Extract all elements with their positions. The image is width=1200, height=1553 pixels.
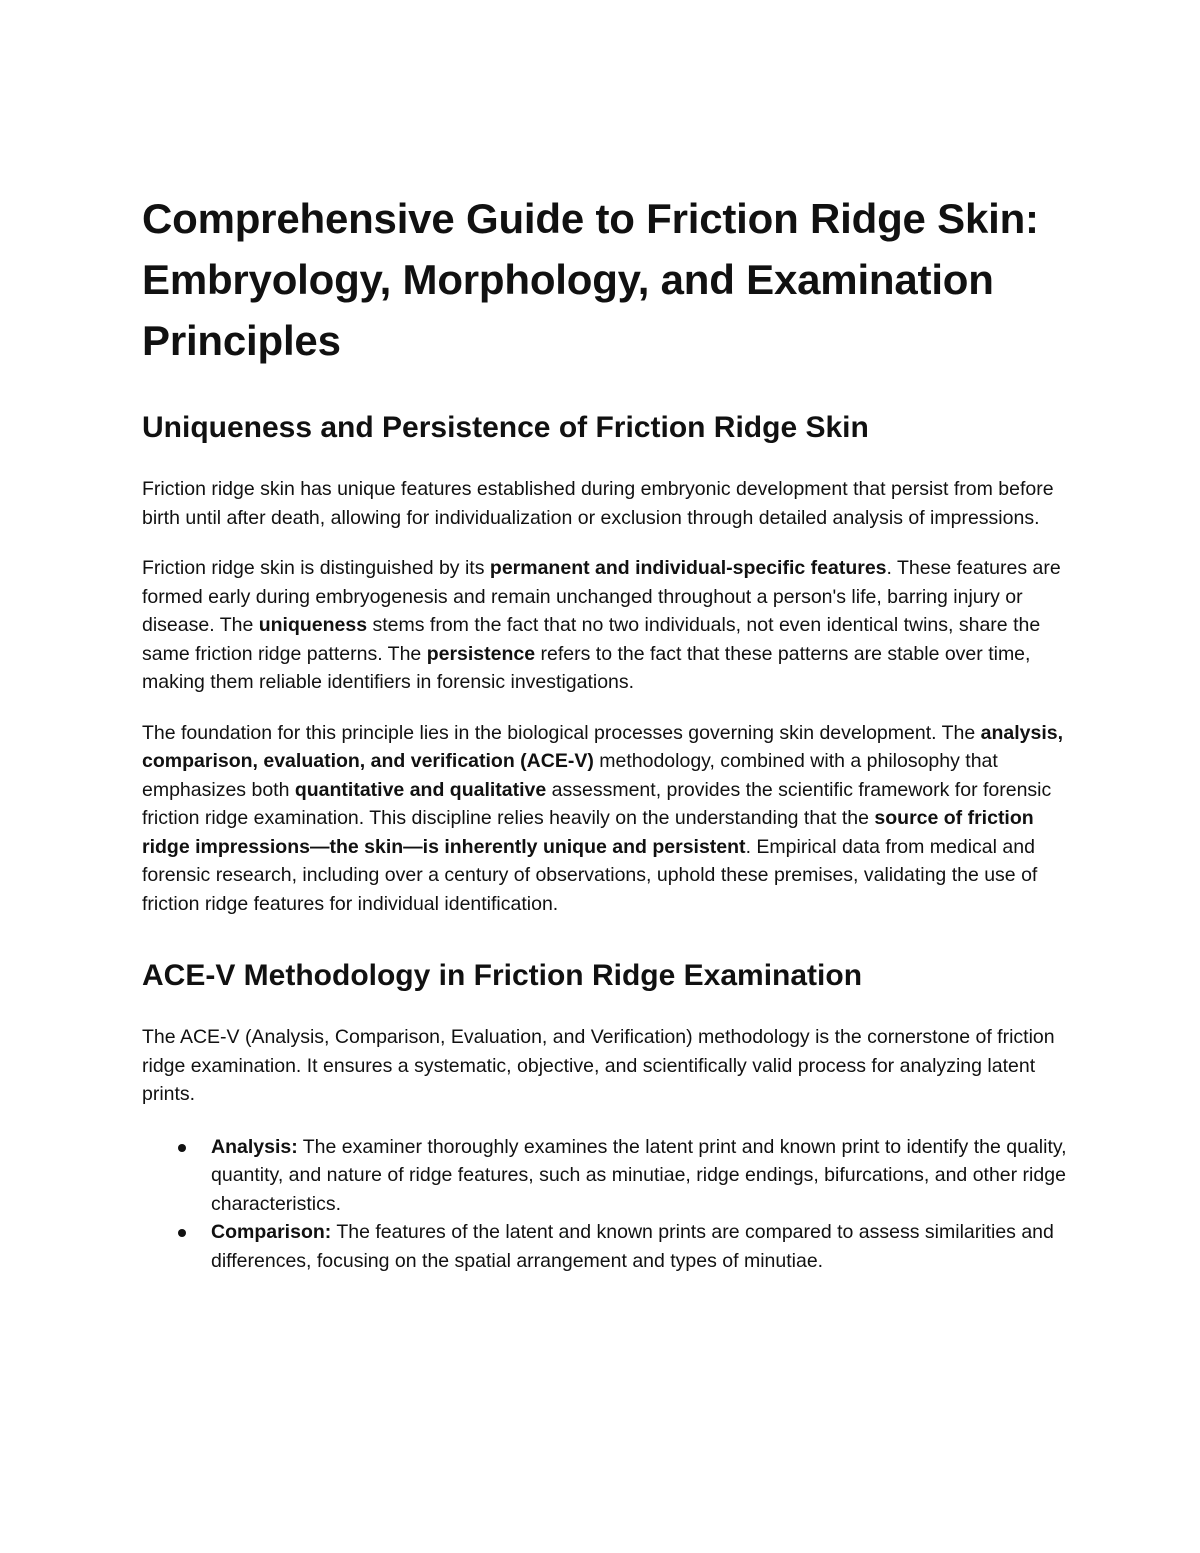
list-item-text: The features of the latent and known prints are compared to assess similarities and differences, focusing on the spatial arrangement and types of minutiae. bbox=[211, 1221, 1054, 1272]
list-item-comparison bbox=[142, 1218, 1072, 1275]
paragraph-uniqueness-detail bbox=[142, 554, 1072, 697]
bullet-icon bbox=[178, 1144, 186, 1152]
list-item-analysis bbox=[142, 1133, 1072, 1219]
list-item-text: The examiner thoroughly examines the latent print and known print to identify the quality, quantity, and nature of ridge features, such as minutiae, ridge endings, bifurcations, and other ridge characteristics. bbox=[211, 1135, 1067, 1215]
document-title: Comprehensive Guide to Friction Ridge Skin: Embryology, Morphology, and Examination Principles bbox=[142, 195, 1039, 364]
paragraph-foundation bbox=[142, 719, 1072, 919]
text-run: . These features are formed early during embryogenesis and remain unchanged throughout a person's life, barring injury or disease. The bbox=[142, 557, 1061, 636]
list-item-label: Comparison: bbox=[211, 1221, 332, 1243]
bold-run: source of friction ridge impressions—the skin—is inherently unique and persistent bbox=[142, 807, 1034, 858]
bullet-icon bbox=[178, 1229, 186, 1237]
bold-run: permanent and individual-specific features bbox=[489, 557, 887, 579]
text-run: The foundation for this principle lies in the biological processes governing skin development. The bbox=[142, 721, 981, 744]
text-run: Friction ridge skin is distinguished by its bbox=[142, 557, 490, 579]
text-run: refers to the fact that these patterns are stable over time, making them reliable identifiers in forensic investigations. bbox=[142, 642, 1031, 693]
paragraph-uniqueness-intro: Friction ridge skin has unique features established during embryonic development that persist from before birth until after death, allowing for individualization or exclusion through detailed analysis of impressions. bbox=[142, 478, 1054, 529]
list-item-label: Analysis: bbox=[211, 1135, 298, 1158]
bold-run: uniqueness bbox=[258, 614, 368, 636]
bold-run: quantitative and qualitative bbox=[294, 778, 547, 801]
text-run: . Empirical data from medical and forensic research, including over a century of observations, uphold these premises, validating the use of friction ridge features for individual identification. bbox=[142, 835, 1038, 915]
text-run: stems from the fact that no two individuals, not even identical twins, share the same friction ridge patterns. The bbox=[142, 614, 1041, 665]
text-run: methodology, combined with a philosophy that emphasizes both bbox=[142, 750, 998, 801]
section-heading-uniqueness: Uniqueness and Persistence of Friction Ridge Skin bbox=[142, 411, 869, 444]
text-run: assessment, provides the scientific framework for forensic friction ridge examination. This discipline relies heavily on the understanding that the bbox=[142, 778, 1052, 829]
acev-steps-list bbox=[142, 1133, 1072, 1276]
bold-run: persistence bbox=[426, 642, 536, 665]
section-heading-acev: ACE-V Methodology in Friction Ridge Examination bbox=[142, 959, 863, 992]
bold-run: analysis, comparison, evaluation, and verification (ACE-V) bbox=[142, 721, 1064, 772]
document-page bbox=[142, 188, 1072, 1275]
paragraph-acev-intro: The ACE-V (Analysis, Comparison, Evaluation, and Verification) methodology is the cornerstone of friction ridge examination. It ensures a systematic, objective, and scientifically valid process for analyzing latent prints. bbox=[142, 1026, 1055, 1105]
